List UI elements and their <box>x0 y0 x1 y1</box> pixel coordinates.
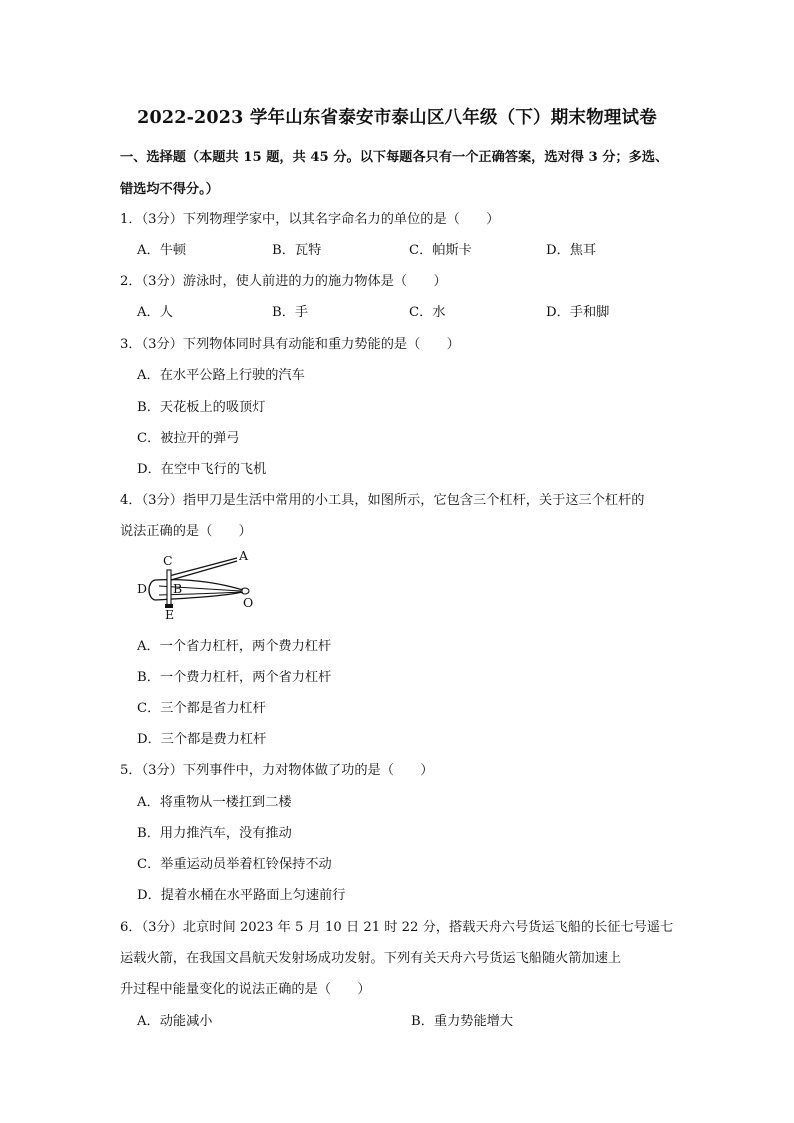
question-5-option-d: D．提着水桶在水平路面上匀速前行 <box>137 888 346 903</box>
question-5-option-a: A．将重物从一楼扛到二楼 <box>137 795 292 810</box>
question-4-stem-line1: 4．（3分）指甲刀是生活中常用的小工具，如图所示，它包含三个杠杆，关于这三个杠杆的 <box>120 493 645 508</box>
label-e: E <box>165 607 175 620</box>
question-3-stem: 3．（3分）下列物体同时具有动能和重力势能的是（ ） <box>120 337 460 352</box>
question-6-option-a: A．动能减小 <box>137 1014 213 1029</box>
question-4-option-b: B．一个费力杠杆，两个省力杠杆 <box>137 670 332 685</box>
question-2-option-a: A．人 <box>137 305 173 320</box>
question-4-option-d: D．三个都是费力杠杆 <box>137 732 267 747</box>
label-o: O <box>243 595 254 610</box>
question-4-stem-line2: 说法正确的是（ ） <box>120 524 252 539</box>
end-rivet <box>241 588 249 594</box>
question-3-option-b: B．天花板上的吸顶灯 <box>137 400 266 415</box>
label-c: C <box>163 553 173 568</box>
lever-arm-top-line2 <box>171 561 237 580</box>
pin <box>167 570 171 606</box>
nail-clipper-figure <box>133 548 263 620</box>
question-6-stem-line1: 6．（3分）北京时间 2023 年 5 月 10 日 21 时 22 分，搭载天舟六号货运飞船的长征七号遥七 <box>120 920 674 935</box>
lever-arm-top-line1 <box>169 558 237 576</box>
question-1-stem: 1．（3分）下列物理学家中，以其名字命名力的单位的是（ ） <box>120 212 500 227</box>
question-5-stem: 5．（3分）下列事件中，力对物体做了功的是（ ） <box>120 763 434 778</box>
question-4-option-c: C．三个都是省力杠杆 <box>137 701 266 716</box>
question-2-option-d: D．手和脚 <box>546 305 610 320</box>
question-2-stem: 2．（3分）游泳时，使人前进的力的施力物体是（ ） <box>120 274 447 289</box>
question-5-option-c: C．举重运动员举着杠铃保持不动 <box>137 857 332 872</box>
question-1-option-d: D．焦耳 <box>546 243 597 258</box>
question-3-option-d: D．在空中飞行的飞机 <box>137 462 267 477</box>
question-3-option-c: C．被拉开的弹弓 <box>137 431 240 446</box>
page-title: 2022-2023 学年山东省泰安市泰山区八年级（下）期末物理试卷 <box>137 108 657 128</box>
question-3-option-a: A．在水平公路上行驶的汽车 <box>137 368 305 383</box>
question-1-option-a: A．牛顿 <box>137 243 187 258</box>
label-d: D <box>137 581 148 596</box>
left-bend <box>149 580 155 600</box>
question-6-option-b: B．重力势能增大 <box>411 1014 514 1029</box>
question-4-option-a: A．一个省力杠杆，两个费力杠杆 <box>137 639 332 654</box>
section-heading-line1: 一、选择题（本题共 15 题，共 45 分。以下每题各只有一个正确答案，选对得 3 分；多选、 <box>120 150 669 165</box>
section-heading-line2: 错选均不得分。） <box>120 182 219 197</box>
question-6-stem-line3: 升过程中能量变化的说法正确的是（ ） <box>120 982 371 997</box>
question-6-stem-line2: 运载火箭，在我国文昌航天发射场成功发射。下列有关天舟六号货运飞船随火箭加速上 <box>120 951 622 966</box>
question-1-option-c: C．帕斯卡 <box>409 243 472 258</box>
question-2-option-b: B．手 <box>272 305 309 320</box>
question-1-option-b: B．瓦特 <box>272 243 322 258</box>
label-b: B <box>173 581 183 596</box>
question-2-option-c: C．水 <box>409 305 446 320</box>
question-5-option-b: B．用力推汽车，没有推动 <box>137 826 292 841</box>
label-a: A <box>239 548 249 563</box>
